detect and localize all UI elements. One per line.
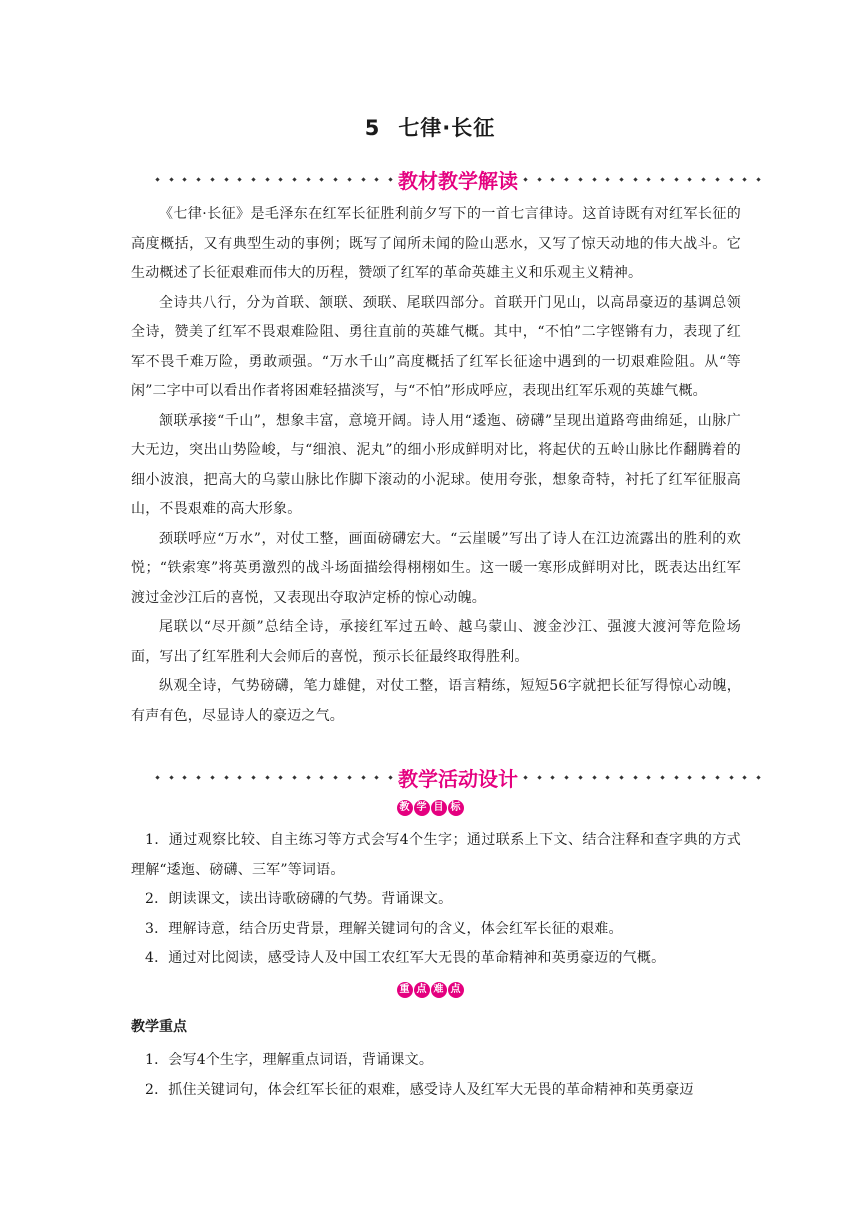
lesson-number: 5 bbox=[364, 116, 381, 140]
goals-list bbox=[131, 826, 741, 974]
label-pill: 难 bbox=[431, 982, 447, 998]
dot-icon bbox=[564, 775, 568, 779]
dot-icon bbox=[606, 177, 610, 181]
dot-icon bbox=[715, 775, 719, 779]
key-subheading: 教学重点 bbox=[131, 1019, 187, 1035]
section-heading: 教材教学解读 bbox=[398, 168, 518, 193]
dot-icon bbox=[660, 775, 664, 779]
section-banner-activity bbox=[152, 760, 764, 794]
dot-icon bbox=[729, 177, 733, 181]
dot-icon bbox=[279, 177, 283, 181]
dot-icon bbox=[238, 775, 242, 779]
dot-icon bbox=[702, 177, 706, 181]
dot-icon bbox=[265, 177, 269, 181]
dot-icon bbox=[647, 177, 651, 181]
dot-icon bbox=[702, 775, 706, 779]
dot-icon bbox=[688, 177, 692, 181]
dot-icon bbox=[169, 177, 173, 181]
dot-icon bbox=[183, 177, 187, 181]
dot-icon bbox=[606, 775, 610, 779]
dot-icon bbox=[375, 775, 379, 779]
dot-icon bbox=[578, 775, 582, 779]
dot-icon bbox=[196, 177, 200, 181]
dot-icon bbox=[633, 177, 637, 181]
dot-icon bbox=[210, 177, 214, 181]
dot-icon bbox=[279, 775, 283, 779]
dot-icon bbox=[537, 177, 541, 181]
dot-icon bbox=[729, 775, 733, 779]
dot-icon bbox=[674, 775, 678, 779]
dot-icon bbox=[619, 775, 623, 779]
dot-icon bbox=[537, 775, 541, 779]
dot-icon bbox=[619, 177, 623, 181]
dot-icon bbox=[347, 177, 351, 181]
key-points-label bbox=[0, 982, 860, 998]
dot-divider-left bbox=[152, 776, 396, 779]
dot-divider-right bbox=[520, 776, 764, 779]
dot-icon bbox=[660, 177, 664, 181]
dot-divider-right bbox=[520, 178, 764, 181]
paragraph: 颈联呼应“万水”，对仗工整，画面磅礴宏大。“云崖暖”写出了诗人在江边流露出的胜利的欢悦；“铁索寒”将英勇激烈的战斗场面描绘得栩栩如生。这一暖一寒形成鲜明对比，既表达出红军渡过金沙江后的喜悦，又表现出夺取泸定桥的惊心动魄。 bbox=[131, 530, 741, 606]
dot-icon bbox=[306, 775, 310, 779]
dot-icon bbox=[210, 775, 214, 779]
list-item: 2．抓住关键词句，体会红军长征的艰难，感受诗人及红军大无畏的革命精神和英勇豪迈 bbox=[145, 1081, 694, 1098]
dot-icon bbox=[564, 177, 568, 181]
label-pill: 目 bbox=[431, 800, 447, 816]
label-pill: 点 bbox=[448, 982, 464, 998]
label-pill: 标 bbox=[448, 800, 464, 816]
label-pill: 学 bbox=[414, 800, 430, 816]
dot-icon bbox=[592, 177, 596, 181]
dot-icon bbox=[756, 775, 760, 779]
dot-icon bbox=[756, 177, 760, 181]
dot-icon bbox=[592, 775, 596, 779]
dot-icon bbox=[196, 775, 200, 779]
dot-icon bbox=[674, 177, 678, 181]
dot-icon bbox=[155, 177, 159, 181]
dot-icon bbox=[292, 775, 296, 779]
dot-icon bbox=[523, 177, 527, 181]
dot-icon bbox=[388, 775, 392, 779]
dot-icon bbox=[647, 775, 651, 779]
paragraph: 全诗共八行，分为首联、颔联、颈联、尾联四部分。首联开门见山，以高昂豪迈的基调总领全诗，赞美了红军不畏艰难险阻、勇往直前的英雄气概。其中，“不怕”二字铿锵有力，表现了红军不畏千难万险，勇敢顽强。“万水千山”高度概括了红军长征途中遇到的一切艰难险阻。从“等闲”二字中可以看出作者将困难轻描淡写，与“不怕”形成呼应，表现出红军乐观的英雄气概。 bbox=[131, 294, 741, 399]
label-pill: 教 bbox=[397, 800, 413, 816]
dot-icon bbox=[523, 775, 527, 779]
dot-icon bbox=[551, 775, 555, 779]
dot-icon bbox=[743, 177, 747, 181]
dot-icon bbox=[743, 775, 747, 779]
label-pill: 点 bbox=[414, 982, 430, 998]
list-item: 2．朗读课文，读出诗歌磅礴的气势。背诵课文。 bbox=[145, 891, 453, 907]
dot-icon bbox=[238, 177, 242, 181]
goals-label bbox=[0, 800, 860, 816]
paragraph: 《七律·长征》是毛泽东在红军长征胜利前夕写下的一首七言律诗。这首诗既有对红军长征的高度概括，又有典型生动的事例；既写了闻所未闻的险山恶水，又写了惊天动地的伟大战斗。它生动概述了长征艰难而伟大的历程，赞颂了红军的革命英雄主义和乐观主义精神。 bbox=[131, 206, 741, 281]
key-points-list bbox=[131, 1046, 741, 1105]
dot-icon bbox=[169, 775, 173, 779]
dot-icon bbox=[265, 775, 269, 779]
dot-icon bbox=[224, 177, 228, 181]
paragraph: 纵观全诗，气势磅礴，笔力雄健，对仗工整，语言精练，短短56字就把长征写得惊心动魄，有声有色，尽显诗人的豪迈之气。 bbox=[131, 678, 741, 724]
lesson-title-text: 七律·长征 bbox=[398, 116, 496, 140]
paragraph: 尾联以“尽开颜”总结全诗，承接红军过五岭、越乌蒙山、渡金沙江、强渡大渡河等危险场面，写出了红军胜利大会师后的喜悦，预示长征最终取得胜利。 bbox=[131, 619, 741, 665]
dot-icon bbox=[347, 775, 351, 779]
dot-icon bbox=[388, 177, 392, 181]
dot-icon bbox=[320, 775, 324, 779]
dot-icon bbox=[361, 775, 365, 779]
list-item: 1．会写4个生字，理解重点词语，背诵课文。 bbox=[145, 1052, 434, 1068]
dot-icon bbox=[251, 775, 255, 779]
dot-icon bbox=[688, 775, 692, 779]
dot-icon bbox=[715, 177, 719, 181]
section-banner-reading bbox=[152, 162, 764, 196]
paragraph: 颔联承接“千山”，想象丰富，意境开阔。诗人用“逶迤、磅礴”呈现出道路弯曲绵延，山脉广大无边，突出山势险峻，与“细浪、泥丸”的细小形成鲜明对比，将起伏的五岭山脉比作翻腾着的细小波浪，把高大的乌蒙山脉比作脚下滚动的小泥球。使用夸张，想象奇特，衬托了红军征服高山，不畏艰难的高大形象。 bbox=[131, 412, 741, 517]
dot-icon bbox=[551, 177, 555, 181]
dot-icon bbox=[292, 177, 296, 181]
dot-icon bbox=[334, 177, 338, 181]
dot-icon bbox=[183, 775, 187, 779]
dot-icon bbox=[224, 775, 228, 779]
list-item: 4．通过对比阅读，感受诗人及中国工农红军大无畏的革命精神和英勇豪迈的气概。 bbox=[145, 950, 666, 966]
dot-icon bbox=[375, 177, 379, 181]
label-pill: 重 bbox=[397, 982, 413, 998]
dot-icon bbox=[334, 775, 338, 779]
dot-icon bbox=[306, 177, 310, 181]
section-heading: 教学活动设计 bbox=[398, 766, 518, 791]
dot-icon bbox=[633, 775, 637, 779]
reading-section bbox=[131, 200, 741, 731]
dot-icon bbox=[155, 775, 159, 779]
list-item: 3．理解诗意，结合历史背景，理解关键词句的含义，体会红军长征的艰难。 bbox=[145, 920, 623, 937]
dot-icon bbox=[361, 177, 365, 181]
list-item: 1．通过观察比较、自主练习等方式会写4个生字；通过联系上下文、结合注释和查字典的方式理解“逶迤、磅礴、三军”等词语。 bbox=[131, 832, 741, 878]
lesson-title bbox=[0, 112, 860, 142]
dot-divider-left bbox=[152, 178, 396, 181]
dot-icon bbox=[320, 177, 324, 181]
dot-icon bbox=[578, 177, 582, 181]
dot-icon bbox=[251, 177, 255, 181]
